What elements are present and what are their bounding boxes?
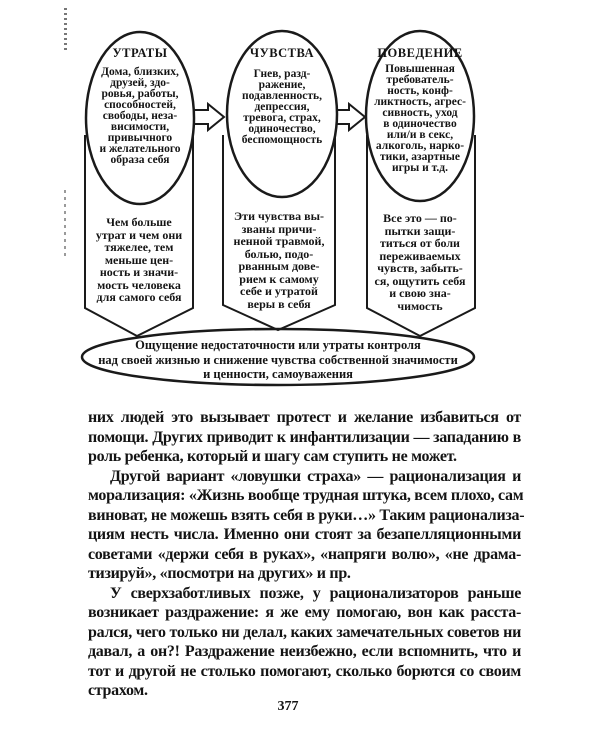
body-line: страхом. [88,682,148,699]
body-line: морализация: «Жизнь вообще трудная штука, всем плохо, сам [88,487,524,504]
body-line: У сверхзаботливых позже, у рационализаторов раньше [110,584,521,602]
body-line: тизируй», «посмотри на других» и пр. [88,565,351,582]
body-line: давал, а он?! Раздражение неизбежно, если вспомнить, что и [88,643,521,660]
conclusion-text: Ощущение недостаточности или утраты контроля над своей жизнью и снижение чувства собственной значимости и ценности, самоуважения [98,338,458,381]
banner-behavior-body: Все это — по- пытки защи- титься от боли переживаемых чувств, забыть- ся, ощутить себя и свою зна- чимость [374,211,466,313]
body-line: рался, чего только ни делал, каких замечательных советов ни [88,623,521,641]
ellipse-behavior-body: Повышенная требователь- ность, конф- ликтность, агрес- сивность, уход в одиночество или/и в секс, алкоголь, нарко- тики, азартные игры и т.д. [374,63,466,174]
ellipse-losses-body: Дома, близких, друзей, здо- ровья, работы, способностей, свободы, неза- висимости, привычного и желательного образа себя [99,66,181,166]
body-line: тот и другой не столько помогают, сколько борются со своим [88,662,521,680]
body-line: них людей это вызывает протест и желание избавиться от [88,409,521,426]
arrow-losses-to-feelings-icon [191,104,224,130]
body-text [88,408,525,701]
body-line: помощи. Других приводит к инфантилизации — западанию в [88,428,521,446]
body-line: роль ребенка, который и шагу сам ступить не может. [88,448,457,465]
ellipse-feelings-body: Гнев, разд- ражение, подавленность, депрессия, тревога, страх, одиночество, беспомощность [241,68,323,146]
body-line: советами «держи себя в руках», «напряги волю», «не драма- [88,545,521,563]
banner-feelings-body: Эти чувства вы- званы причи- ненной травмой, болью, подо- рванным дове- рием к самому себе и утратой веры в себя [233,209,325,311]
body-line: возникает раздражение: я же ему помогаю, вон как расста- [88,604,521,621]
body-line: виноват, не можешь взять себя в руки…» Таким рационализа- [88,506,525,524]
page-number: 377 [277,699,299,714]
ellipse-behavior-title: ПОВЕДЕНИЕ [377,46,463,60]
body-line: циям несть числа. Именно они стоят за безапелляционными [88,526,521,543]
banner-losses-body: Чем больше утрат и чем они тяжелее, тем меньше цен- ность и значи- мость человека для самого себя [95,215,183,304]
ellipse-losses-title: УТРАТЫ [112,46,168,60]
body-line: Другой вариант «ловушки страха» — рационализация и [110,467,521,485]
ellipse-feelings-title: ЧУВСТВА [249,46,315,60]
